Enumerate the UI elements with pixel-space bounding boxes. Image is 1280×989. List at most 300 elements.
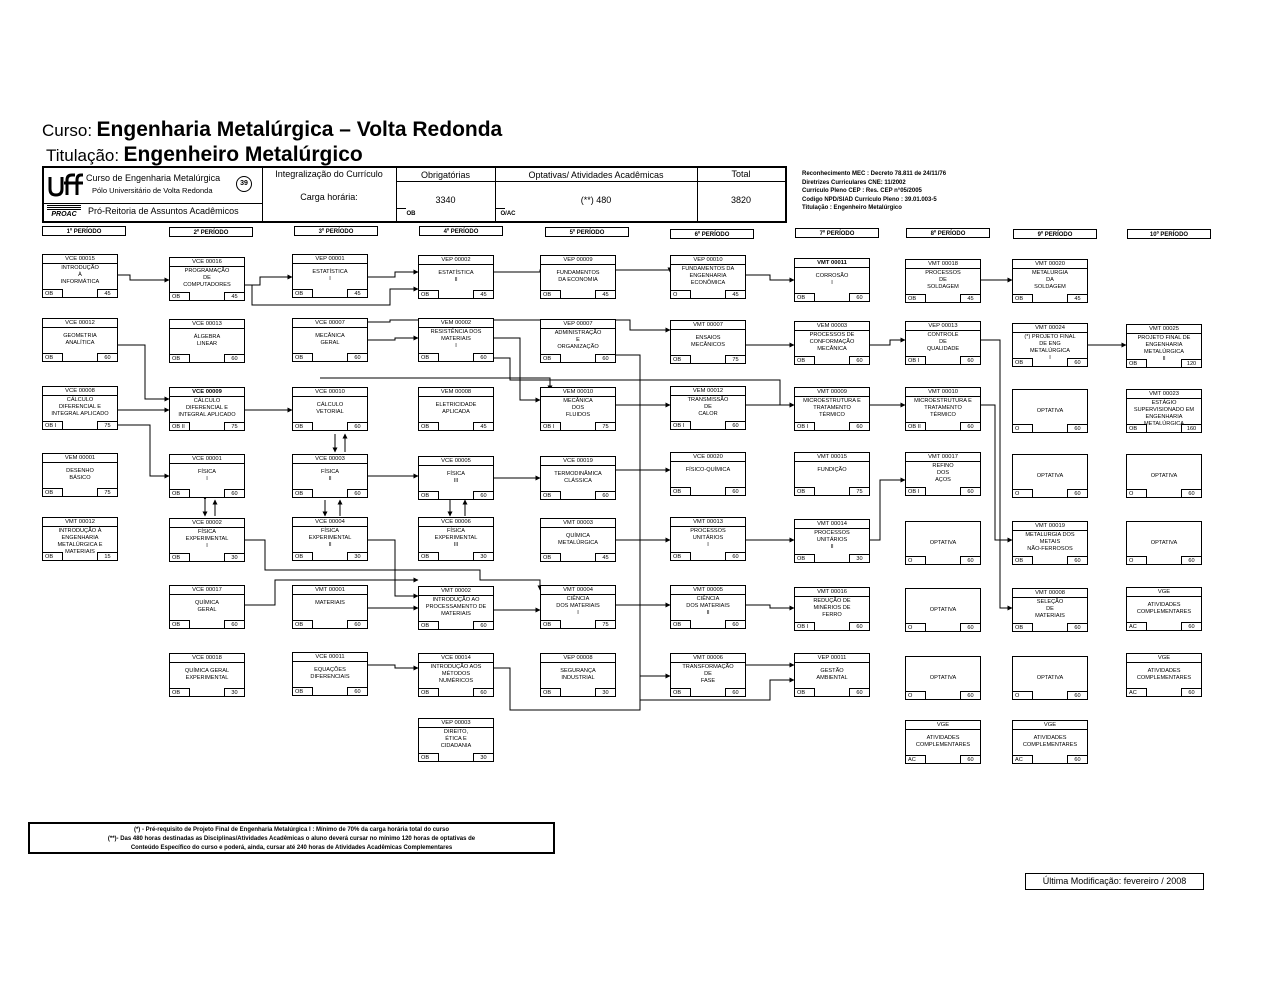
course-name: OPTATIVA — [929, 607, 957, 613]
course-name: FUNDIÇÃO — [817, 467, 847, 473]
course-hours: 75 — [725, 355, 745, 363]
course-hours: 75 — [224, 422, 244, 430]
course-hours: 120 — [1181, 359, 1201, 367]
course-box — [292, 517, 368, 561]
course-hours: 60 — [595, 354, 615, 362]
course-label: Curso: — [42, 121, 93, 140]
ob-label: OB — [406, 211, 416, 217]
course-code: VEM 00012 — [671, 387, 745, 396]
course-code: VMT 00024 — [1013, 324, 1087, 333]
course-code: VGE — [1127, 654, 1201, 663]
course-name: INTRODUÇÃO À INFORMÁTICA — [60, 265, 100, 285]
course-name: DESENHO BÁSICO — [66, 468, 94, 481]
course-type: OB — [541, 354, 561, 362]
course-name: PROCESSOS UNITÁRIOS I — [690, 528, 726, 548]
campus-name: Pólo Universitário de Volta Redonda — [92, 186, 213, 195]
course-hours: 60 — [97, 353, 117, 361]
course-code: VMT 00020 — [1013, 260, 1087, 269]
course-name: ESTATÍSTICA II — [438, 270, 474, 283]
course-hours: 30 — [849, 554, 869, 562]
course-hours: 30 — [347, 552, 367, 560]
course-code: VMT 00001 — [293, 586, 367, 595]
course-code: VMT 00015 — [795, 453, 869, 462]
course-name: MICROESTRUTURA E TRATAMENTO TÉRMICO — [914, 398, 972, 418]
course-name: ATIVIDADES COMPLEMENTARES — [915, 735, 971, 748]
course-name: MECÂNICA DOS FLUIDOS — [563, 398, 593, 418]
course-code: VMT 00017 — [906, 453, 980, 462]
course-name: FÍSICA EXPERIMENTAL I — [185, 529, 229, 549]
course-hours: 60 — [1067, 489, 1087, 497]
course-box — [670, 320, 746, 364]
total-value: 3820 — [730, 195, 752, 205]
course-name: GESTÃO AMBIENTAL — [816, 668, 848, 681]
course-hours: 60 — [347, 353, 367, 361]
course-code: VCE 00009 — [170, 388, 244, 397]
course-hours: 60 — [960, 556, 980, 564]
course-box — [1126, 324, 1202, 368]
course-type: AC — [1127, 622, 1147, 630]
course-code: VMT 00009 — [795, 388, 869, 397]
course-name: INTRODUÇÃO AOS MÉTODOS NUMÉRICOS — [430, 664, 482, 684]
course-code: VMT 00010 — [906, 388, 980, 397]
course-name: (*) PROJETO FINAL DE ENG METALÚRGICA I — [1024, 334, 1076, 361]
course-type: OB — [419, 290, 439, 298]
course-name: OPTATIVA — [929, 675, 957, 681]
course-code: VMT 00012 — [43, 518, 117, 527]
course-name: ESTÁGIO SUPERVISIONADO EM ENGENHARIA METALÚRGICA — [1133, 400, 1195, 427]
course-box — [1126, 587, 1202, 631]
course-hours: 60 — [1067, 623, 1087, 631]
course-name: ADMINISTRAÇÃO E ORGANIZAÇÃO — [554, 330, 602, 350]
course-box — [905, 656, 981, 700]
course-box — [540, 387, 616, 431]
course-code: VMT 00002 — [419, 587, 493, 596]
course-type: OB — [419, 688, 439, 696]
course-type: OB — [419, 552, 439, 560]
course-name: ELETRICIDADE APLICADA — [435, 402, 477, 415]
course-name: OPTATIVA — [1150, 473, 1178, 479]
course-type: O — [1013, 489, 1033, 497]
period-header: 6º PERÍODO — [670, 229, 754, 239]
course-box — [794, 387, 870, 431]
course-box — [670, 653, 746, 697]
course-name: PROCESSOS DE SOLDAGEM — [925, 270, 961, 290]
course-hours: 30 — [473, 552, 493, 560]
course-name: ESTATÍSTICA I — [312, 269, 348, 282]
course-type: OB I — [43, 421, 63, 429]
course-box — [169, 585, 245, 629]
course-type: OB — [293, 620, 313, 628]
course-type: OB — [43, 353, 63, 361]
course-box — [169, 454, 245, 498]
course-type: OB — [795, 688, 815, 696]
course-type: OB — [419, 491, 439, 499]
course-hours: 60 — [960, 422, 980, 430]
course-type: O — [906, 556, 926, 564]
course-type: O — [906, 691, 926, 699]
course-name: QUÍMICA GERAL — [195, 600, 219, 613]
course-name: RESISTÊNCIA DOS MATERIAIS I — [430, 329, 482, 349]
course-hours: 45 — [224, 292, 244, 300]
degree-value: Engenheiro Metalúrgico — [123, 143, 363, 166]
course-type: O — [1127, 489, 1147, 497]
footnote-line: Conteúdo Específico do curso e poderá, ainda, cursar até 240 horas de Atividades Acadêmicas Complementares — [130, 845, 453, 851]
course-box — [905, 588, 981, 632]
course-code: VEP 00010 — [671, 256, 745, 265]
course-hours: 60 — [725, 487, 745, 495]
course-box — [905, 720, 981, 764]
course-box — [1126, 653, 1202, 697]
course-name: ATIVIDADES COMPLEMENTARES — [1022, 735, 1078, 748]
course-box — [42, 318, 118, 362]
course-code: VEM 00008 — [419, 388, 493, 397]
course-box — [670, 452, 746, 496]
course-hours: 60 — [960, 623, 980, 631]
course-name: CORROSÃO I — [815, 273, 849, 286]
course-code: VEP 00001 — [293, 255, 367, 264]
course-box — [540, 319, 616, 363]
course-name: ATIVIDADES COMPLEMENTARES — [1136, 668, 1192, 681]
course-type: OB — [419, 353, 439, 361]
course-hours: 45 — [347, 289, 367, 297]
course-box — [1126, 521, 1202, 565]
course-code: VMT 00007 — [671, 321, 745, 330]
course-hours: 30 — [224, 688, 244, 696]
course-hours: 45 — [97, 289, 117, 297]
course-code: VMT 00003 — [541, 519, 615, 528]
period-header: 9º PERÍODO — [1013, 229, 1097, 239]
course-box — [540, 518, 616, 562]
course-hours: 60 — [473, 353, 493, 361]
period-header: 4º PERÍODO — [419, 226, 503, 236]
course-hours: 45 — [473, 290, 493, 298]
course-hours: 60 — [960, 356, 980, 364]
course-name: FÍSICO-QUÍMICA — [685, 467, 731, 473]
footnote-line: (**)- Das 480 horas destinadas as Disciplinas/Atividades Acadêmicas o aluno deverá cursar no mínimo 120 horas de optativas de — [107, 836, 476, 842]
course-type: O — [1013, 691, 1033, 699]
course-hours: 75 — [849, 487, 869, 495]
course-hours: 160 — [1181, 424, 1201, 432]
course-type: OB — [541, 620, 561, 628]
course-type: OB I — [795, 422, 815, 430]
course-type: OB — [293, 552, 313, 560]
course-code: VMT 00005 — [671, 586, 745, 595]
course-name: METALURGIA DA SOLDAGEM — [1032, 270, 1068, 290]
course-type: OB — [795, 356, 815, 364]
course-box — [169, 653, 245, 697]
course-box — [1012, 720, 1088, 764]
course-box — [42, 453, 118, 497]
course-hours: 60 — [960, 691, 980, 699]
course-code: VCE 00003 — [293, 455, 367, 464]
course-type: OB — [170, 354, 190, 362]
course-name: CIÊNCIA DOS MATERIAIS I — [556, 596, 600, 616]
course-type: OB I — [906, 487, 926, 495]
course-name: SEGURANÇA INDUSTRIAL — [560, 668, 596, 681]
course-type: OB — [170, 688, 190, 696]
course-hours: 15 — [97, 552, 117, 560]
course-box — [670, 585, 746, 629]
mec-line: Currículo Pleno CEP : Res. CEP n°05/2005 — [802, 188, 922, 195]
course-hours: 60 — [725, 688, 745, 696]
course-name: TRANSMISSÃO DE CALOR — [687, 397, 729, 417]
course-hours: 45 — [595, 553, 615, 561]
period-header: 8º PERÍODO — [906, 228, 990, 238]
course-name: INTRODUÇÃO AO PROCESSAMENTO DE MATERIAIS — [425, 597, 487, 617]
mec-line: Reconhecimento MEC : Decreto 78.811 de 24/11/76 — [802, 171, 947, 177]
course-hours: 30 — [224, 553, 244, 561]
course-hours: 60 — [725, 620, 745, 628]
course-hours: 60 — [347, 489, 367, 497]
course-name: PROGRAMAÇÃO DE COMPUTADORES — [183, 268, 231, 288]
course-box — [292, 652, 368, 696]
course-code: VEP 00003 — [419, 719, 493, 728]
course-hours: 60 — [1067, 358, 1087, 366]
course-hours: 60 — [1067, 691, 1087, 699]
course-name: FUNDAMENTOS DA ENGENHARIA ECONÔMICA — [681, 266, 735, 286]
course-box — [1126, 454, 1202, 498]
course-hours: 75 — [595, 422, 615, 430]
course-type: OB — [795, 487, 815, 495]
course-box — [670, 386, 746, 430]
obrigatorias-label: Obrigatórias — [420, 170, 471, 180]
course-code: VEM 00001 — [43, 454, 117, 463]
course-type: OB II — [906, 422, 926, 430]
course-box — [418, 387, 494, 431]
course-box — [540, 585, 616, 629]
course-type: OB — [419, 621, 439, 629]
course-code: VMT 00006 — [671, 654, 745, 663]
degree-label: Titulação: — [46, 146, 120, 165]
course-type: OB — [43, 552, 63, 560]
course-code: VCE 00002 — [170, 519, 244, 528]
course-code: VMT 00023 — [1127, 390, 1201, 399]
period-header: 7º PERÍODO — [795, 228, 879, 238]
course-name: SELEÇÃO DE MATERIAIS — [1035, 599, 1065, 619]
course-name: FÍSICA II — [320, 469, 340, 482]
course-hours: 30 — [595, 688, 615, 696]
course-code: VMT 00004 — [541, 586, 615, 595]
course-type: OB I — [541, 422, 561, 430]
course-name: CONTROLE DE QUALIDADE — [926, 332, 960, 352]
course-name: FÍSICA III — [446, 471, 466, 484]
course-type: OB — [293, 489, 313, 497]
course-name: OPTATIVA — [1150, 540, 1178, 546]
course-hours: 60 — [473, 491, 493, 499]
course-type: O — [1013, 424, 1033, 432]
course-hours: 60 — [1067, 556, 1087, 564]
course-type: AC — [1013, 755, 1033, 763]
course-code: VMT 00018 — [906, 260, 980, 269]
course-code-badge: 39 — [236, 176, 252, 192]
course-name: EQUAÇÕES DIFERENCIAIS — [310, 667, 350, 680]
mec-line: Codigo NPD/SIAD Currículo Pleno : 39.01.003-5 — [802, 196, 937, 203]
course-name: PROCESSOS UNITÁRIOS II — [814, 530, 850, 550]
course-box — [1012, 656, 1088, 700]
course-type: OB — [170, 292, 190, 300]
course-box — [42, 517, 118, 561]
period-header: 1º PERÍODO — [42, 226, 126, 236]
course-name: FÍSICA EXPERIMENTAL II — [308, 528, 352, 548]
course-box — [670, 517, 746, 561]
last-modification: Última Modificação: fevereiro / 2008 — [1025, 873, 1204, 890]
course-code: VCE 00006 — [419, 518, 493, 527]
course-box — [169, 257, 245, 301]
course-box — [794, 653, 870, 697]
course-type: OB — [1013, 358, 1033, 366]
course-box — [540, 456, 616, 500]
course-type: OB — [671, 355, 691, 363]
course-name: TRANSFORMAÇÃO DE FASE — [682, 664, 734, 684]
course-hours: 60 — [960, 755, 980, 763]
period-header: 2º PERÍODO — [169, 227, 253, 237]
course-box — [292, 585, 368, 629]
course-box — [418, 586, 494, 630]
course-hours: 60 — [1181, 489, 1201, 497]
course-hours: 60 — [224, 620, 244, 628]
course-name: OPTATIVA — [1036, 408, 1064, 414]
proac-logo: PROAC — [47, 205, 81, 220]
course-type: AC — [1127, 688, 1147, 696]
course-type: OB — [170, 620, 190, 628]
course-hours: 60 — [347, 620, 367, 628]
course-type: O — [671, 290, 691, 298]
course-hours: 60 — [1181, 556, 1201, 564]
course-box — [905, 259, 981, 303]
course-hours: 60 — [473, 688, 493, 696]
course-box — [418, 456, 494, 500]
course-hours: 60 — [849, 622, 869, 630]
course-name: CÁLCULO VETORIAL — [316, 402, 344, 415]
course-box — [1126, 389, 1202, 433]
course-code: VMT 00019 — [1013, 522, 1087, 531]
course-hours: 45 — [595, 290, 615, 298]
course-code: VCE 00015 — [43, 255, 117, 264]
course-name: FÍSICA EXPERIMENTAL III — [434, 528, 478, 548]
course-type: OB — [671, 487, 691, 495]
course-hours: 60 — [1181, 688, 1201, 696]
course-type: O — [1127, 556, 1147, 564]
course-hours: 60 — [224, 354, 244, 362]
course-box — [169, 387, 245, 431]
course-type: O — [906, 623, 926, 631]
course-name: PROJETO FINAL DE ENGENHARIA METALÚRGICA II — [1137, 335, 1191, 362]
course-name: MATERIAIS — [315, 600, 345, 606]
course-name: OPTATIVA — [1036, 473, 1064, 479]
course-code: VEM 00010 — [541, 388, 615, 397]
course-code: VMT 00011 — [795, 259, 869, 268]
carga-horaria-label: Carga horária: — [300, 192, 358, 202]
course-name: REDUÇÃO DE MINÉRIOS DE FERRO — [813, 598, 851, 618]
course-code: VEP 00009 — [541, 256, 615, 265]
course-hours: 60 — [347, 422, 367, 430]
course-type: OB — [541, 290, 561, 298]
course-code: VGE — [1013, 721, 1087, 730]
course-type: OB — [43, 488, 63, 496]
course-hours: 60 — [1067, 755, 1087, 763]
period-header: 5º PERÍODO — [545, 227, 629, 237]
course-hours: 60 — [1181, 622, 1201, 630]
course-type: OB — [419, 422, 439, 430]
course-code: VMT 00013 — [671, 518, 745, 527]
course-code: VCE 00012 — [43, 319, 117, 328]
course-box — [670, 255, 746, 299]
course-type: OB — [43, 289, 63, 297]
course-hours: 45 — [960, 294, 980, 302]
course-value: Engenharia Metalúrgica – Volta Redonda — [96, 118, 503, 141]
course-type: OB — [795, 554, 815, 562]
course-code: VCE 00010 — [293, 388, 367, 397]
pro-reitoria: Pró-Reitoria de Assuntos Acadêmicos — [88, 206, 239, 216]
period-header: 10º PERÍODO — [1127, 229, 1211, 239]
course-type: AC — [906, 755, 926, 763]
footnote-box — [28, 822, 555, 854]
course-type: OB — [671, 552, 691, 560]
period-header: 3º PERÍODO — [294, 226, 378, 236]
course-code: VCE 00001 — [170, 455, 244, 464]
course-code: VCE 00016 — [170, 258, 244, 267]
integralizacao-label: Integralização do Currículo — [275, 169, 383, 179]
course-type: OB — [293, 687, 313, 695]
course-box — [1012, 259, 1088, 303]
course-type: OB — [419, 753, 439, 761]
course-box — [42, 386, 118, 430]
course-name: INTRODUÇÃO À ENGENHARIA METALÚRGICA E MATERIAIS — [57, 528, 103, 555]
total-label: Total — [731, 169, 751, 179]
course-box — [794, 452, 870, 496]
course-type: OB I — [906, 356, 926, 364]
course-box — [42, 254, 118, 298]
course-box — [169, 319, 245, 363]
course-hours: 75 — [595, 620, 615, 628]
course-code: VCE 00004 — [293, 518, 367, 527]
course-code: VEM 00003 — [795, 322, 869, 331]
course-hours: 60 — [960, 487, 980, 495]
course-code: VMT 00014 — [795, 520, 869, 529]
course-name: Curso de Engenharia Metalúrgica — [86, 173, 221, 183]
course-type: OB — [170, 489, 190, 497]
course-code: VCE 00007 — [293, 319, 367, 328]
course-hours: 60 — [473, 621, 493, 629]
course-code: VEP 00013 — [906, 322, 980, 331]
course-name: MECÂNICA GERAL — [315, 333, 345, 346]
course-box — [905, 387, 981, 431]
course-box — [905, 452, 981, 496]
course-type: OB — [1013, 556, 1033, 564]
course-code: VMT 00025 — [1127, 325, 1201, 334]
course-box — [418, 318, 494, 362]
course-code: VEP 00011 — [795, 654, 869, 663]
course-type: OB — [293, 353, 313, 361]
course-box — [1012, 521, 1088, 565]
course-type: OB — [293, 289, 313, 297]
course-hours: 75 — [97, 488, 117, 496]
course-box — [292, 454, 368, 498]
course-box — [540, 255, 616, 299]
course-type: OB — [1013, 623, 1033, 631]
course-code: VCE 00008 — [43, 387, 117, 396]
course-code: VEM 00002 — [419, 319, 493, 328]
course-box — [540, 653, 616, 697]
course-name: TERMODINÂMICA CLÁSSICA — [554, 471, 602, 484]
course-box — [1012, 323, 1088, 367]
course-type: OB — [906, 294, 926, 302]
course-name: METALURGIA DOS METAIS NÃO-FERROSOS — [1025, 532, 1075, 552]
course-type: OB — [671, 688, 691, 696]
course-code: VMT 00016 — [795, 588, 869, 597]
mec-line: Titulação : Engenheiro Metalúrgico — [802, 205, 902, 212]
course-name: CÁLCULO DIFERENCIAL E INTEGRAL APLICADO — [51, 397, 109, 417]
